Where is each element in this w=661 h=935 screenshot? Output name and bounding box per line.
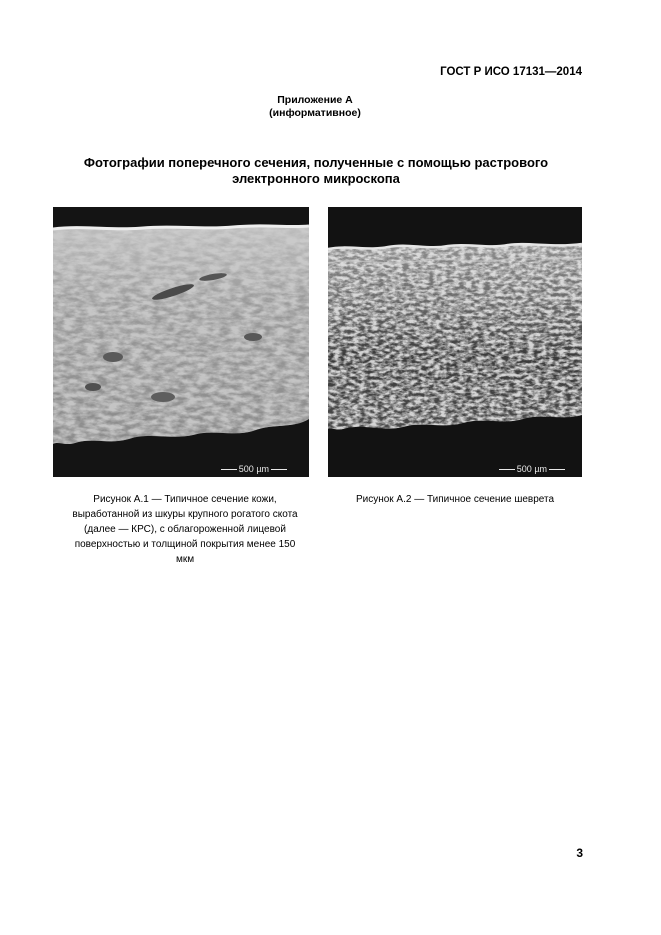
micrograph-figure-a2 [328,207,582,477]
scale-bar [499,464,565,474]
scale-bar-line [221,469,237,470]
section-title-line: Фотографии поперечного сечения, полученные с помощью растрового [83,155,549,170]
caption-line: (далее — КРС), с облагороженной лицевой [84,524,286,535]
appendix-type: (информативное) [269,107,361,119]
micrograph-figure-a1 [53,207,309,477]
section-title-line: электронного микроскопа [232,171,400,186]
appendix-title: Приложение А [277,94,353,106]
caption-line: Рисунок А.2 — Типичное сечение шеврета [355,494,555,505]
micrograph-image [328,207,582,477]
caption-line: мкм [175,554,195,565]
scale-bar-line [499,469,515,470]
section-title [52,155,580,187]
scale-bar-label: 500 µm [516,464,547,474]
caption-line: выработанной из шкуры крупного рогатого скота [72,509,298,520]
scale-bar-line [271,469,287,470]
scale-bar-label: 500 µm [238,464,269,474]
micrograph-image [53,207,309,477]
caption-line: Рисунок А.1 — Типичное сечение кожи, [93,494,277,505]
standard-number: ГОСТ Р ИСО 17131—2014 [440,66,582,78]
figure-caption-a1 [60,492,310,567]
appendix-heading [0,94,630,120]
page-number: 3 [576,846,583,860]
figure-caption-a2 [330,492,580,507]
scale-bar [221,464,287,474]
scale-bar-line [549,469,565,470]
caption-line: поверхностью и толщиной покрытия менее 150 [74,539,296,550]
